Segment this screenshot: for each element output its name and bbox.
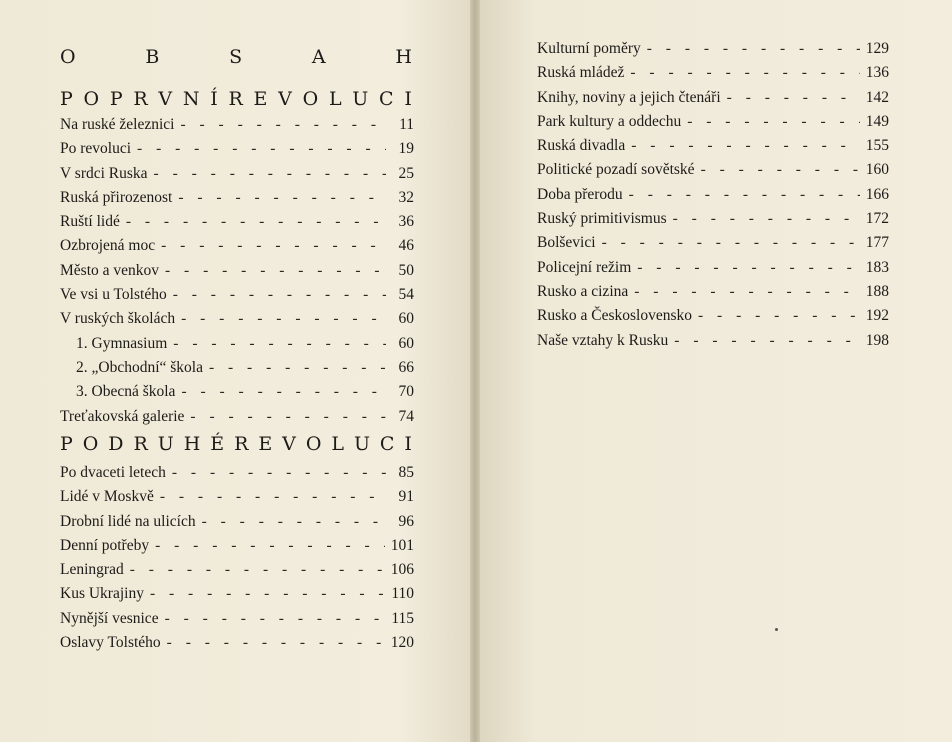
dot-leader [687,110,860,134]
toc-entry-page-number: 36 [398,213,414,231]
heading-letter: V [278,88,293,110]
toc-entry-title: Po dvaceti letech [60,464,166,481]
dot-leader [647,37,860,61]
toc-entry-title: Denní potřeby [60,536,150,554]
toc-entry[interactable] [537,37,889,61]
dot-leader [173,283,386,307]
toc-entry-title: Ozbrojená moc [60,237,156,255]
heading-letter: H [395,46,413,68]
dot-leader [155,534,385,558]
toc-entry[interactable] [60,307,414,331]
dot-leader [137,137,386,161]
toc-entry[interactable] [537,329,889,353]
toc-entry-page-number: 25 [398,164,414,182]
toc-entry-page-number: 155 [865,137,889,155]
toc-entry-title: Ruští lidé [60,213,120,231]
dot-leader [602,231,860,255]
toc-entry-page-number: 85 [398,464,414,481]
heading-letter: P [60,88,74,110]
left-page [0,0,470,742]
toc-entry-page-number: 183 [865,258,889,276]
toc-entry-page-number: 106 [390,561,414,579]
section-heading-second-revolution [60,433,413,455]
dot-leader [631,134,860,158]
toc-entry-title: Oslavy Tolstého [60,634,161,652]
toc-entry-title: Naše vztahy k Rusku [537,331,669,349]
toc-entry[interactable] [60,582,414,606]
section-second-revolution-list [60,461,414,655]
dot-leader [165,607,386,631]
section-first-revolution-list [60,113,414,429]
dot-leader [634,280,859,304]
toc-entry-title: Ruská přirozenost [60,188,173,206]
dot-leader [202,510,386,534]
heading-letter: É [210,433,226,455]
toc-entry[interactable] [60,113,414,137]
dot-leader [727,86,860,110]
toc-entry[interactable] [60,461,414,485]
section-heading-first-revolution [60,88,413,110]
toc-entry-title: Ruská divadla [537,137,626,155]
contents-heading [60,46,413,68]
toc-entry-page-number: 188 [865,282,889,300]
dot-leader [190,405,386,429]
dot-leader [637,256,859,280]
toc-entry-title: Drobní lidé na ulicích [60,512,196,530]
toc-entry-page-number: 192 [865,307,889,325]
toc-entry-page-number: 70 [398,383,414,401]
toc-entry-title: Nynější vesnice [60,609,159,627]
toc-entry-title: Rusko a cizina [537,282,629,300]
heading-letter: I [404,88,413,110]
toc-entry-page-number: 66 [398,358,414,376]
dot-leader [181,307,386,331]
toc-entry[interactable] [537,280,889,304]
toc-entry-page-number: 166 [865,185,889,203]
heading-letter: E [253,88,269,110]
toc-entry-page-number: 177 [865,234,889,252]
toc-entry[interactable] [60,485,414,509]
heading-letter: O [83,88,101,110]
toc-entry-title: 2. „Obchodní“ škola [76,358,203,376]
toc-entry-title: Ve vsi u Tolstého [60,286,167,304]
toc-entry[interactable] [60,607,414,631]
heading-letter: R [133,433,149,455]
paper-speck [775,628,778,631]
toc-entry-title: Knihy, noviny a jejich čtenáři [537,88,721,106]
toc-entry-title: Treťakovská galerie [60,407,185,425]
toc-entry[interactable] [60,380,414,404]
heading-letter: S [229,46,244,68]
toc-entry-page-number: 46 [398,237,414,255]
heading-letter: U [353,433,371,455]
heading-letter: L [331,433,345,455]
toc-entry-page-number: 19 [398,140,414,158]
toc-entry-title: 1. Gymnasium [76,334,168,352]
dot-leader [701,158,860,182]
heading-letter: E [258,433,274,455]
dot-leader [130,558,385,582]
toc-entry-title: Ruský primitivismus [537,210,667,228]
dot-leader [165,259,386,283]
toc-entry-page-number: 96 [398,512,414,530]
heading-letter: B [145,46,161,68]
dot-leader [674,329,859,353]
toc-entry[interactable] [537,158,889,182]
heading-letter: O [302,88,320,110]
toc-entry[interactable] [60,332,414,356]
heading-letter: R [228,88,244,110]
toc-entry-title: Lidé v Moskvě [60,488,154,506]
toc-entry[interactable] [537,110,889,134]
toc-entry[interactable] [60,356,414,380]
toc-entry-title: Ruská mládež [537,64,625,82]
heading-letter: R [234,433,250,455]
toc-entry-page-number: 74 [398,407,414,425]
toc-entry[interactable] [537,61,889,85]
toc-entry-page-number: 101 [390,536,414,554]
toc-entry[interactable] [60,510,414,534]
toc-entry-title: Kulturní poměry [537,40,641,57]
dot-leader [180,113,386,137]
toc-entry[interactable] [60,186,414,210]
toc-entry-page-number: 91 [398,488,414,506]
toc-entry-page-number: 11 [399,116,414,133]
toc-entry-title: Park kultury a oddechu [537,112,682,130]
right-page [480,0,952,742]
toc-entry[interactable] [537,256,889,280]
toc-entry-page-number: 32 [398,188,414,206]
toc-entry-page-number: 60 [398,334,414,352]
dot-leader [150,582,385,606]
heading-letter: V [158,88,174,110]
dot-leader [629,183,860,207]
book-gutter [470,0,480,742]
dot-leader [160,485,386,509]
toc-entry-page-number: 172 [865,210,889,228]
toc-entry[interactable] [537,207,889,231]
toc-entry[interactable] [60,234,414,258]
heading-letter: N [182,88,201,110]
toc-entry-title: Po revoluci [60,140,132,158]
dot-leader [161,234,386,258]
heading-letter: O [305,433,323,455]
toc-entry[interactable] [60,210,414,234]
toc-entry-page-number: 149 [865,112,889,130]
heading-letter: V [282,433,297,455]
toc-entry-title: V srdci Ruska [60,164,148,182]
dot-leader [673,207,860,231]
toc-entry-title: Město a venkov [60,261,160,279]
toc-entry-title: Kus Ukrajiny [60,585,144,603]
dot-leader [172,461,386,485]
toc-entry-page-number: 110 [391,585,414,603]
dot-leader [154,162,386,186]
right-contents-list [537,37,889,353]
toc-entry[interactable] [60,259,414,283]
toc-entry[interactable] [60,631,414,655]
toc-entry-page-number: 136 [865,64,889,82]
dot-leader [167,631,385,655]
toc-entry[interactable] [60,405,414,429]
dot-leader [209,356,386,380]
toc-entry-title: V ruských školách [60,310,176,328]
toc-entry-title: Policejní režim [537,258,632,276]
toc-entry-page-number: 129 [865,40,889,57]
heading-letter: P [60,433,74,455]
dot-leader [173,332,386,356]
heading-letter: C [379,88,395,110]
toc-entry-title: Doba přerodu [537,185,623,203]
toc-entry[interactable] [60,534,414,558]
toc-entry[interactable] [537,231,889,255]
dot-leader [178,186,386,210]
heading-letter: R [133,88,149,110]
dot-leader [630,61,859,85]
dot-leader [126,210,386,234]
toc-entry-title: Politické pozadí sovětské [537,161,695,179]
heading-letter: O [82,433,100,455]
heading-letter: H [183,433,202,455]
toc-entry-title: 3. Obecná škola [76,383,176,401]
toc-entry[interactable] [537,86,889,110]
heading-letter: P [109,88,124,110]
toc-entry[interactable] [60,558,414,582]
heading-letter: O [60,46,77,68]
toc-entry-title: Rusko a Československo [537,307,692,325]
dot-leader [181,380,386,404]
toc-entry-page-number: 115 [391,609,414,627]
toc-entry-page-number: 142 [865,88,889,106]
toc-entry-page-number: 60 [398,310,414,328]
toc-entry-page-number: 160 [865,161,889,179]
heading-letter: U [157,433,175,455]
toc-entry-title: Leningrad [60,561,124,579]
toc-entry[interactable] [60,137,414,161]
heading-letter: C [379,433,396,455]
toc-entry-page-number: 50 [398,261,414,279]
toc-entry-page-number: 54 [398,286,414,304]
toc-entry-page-number: 120 [390,634,414,652]
heading-letter: L [328,88,343,110]
toc-entry-page-number: 198 [865,331,889,349]
heading-letter: D [108,433,125,455]
toc-entry[interactable] [537,183,889,207]
toc-entry-title: Bolševici [537,234,596,252]
heading-letter: A [311,46,327,68]
toc-entry[interactable] [60,283,414,307]
toc-entry-title: Na ruské železnici [60,116,175,133]
toc-entry[interactable] [537,304,889,328]
dot-leader [698,304,860,328]
toc-entry[interactable] [537,134,889,158]
heading-letter: I [404,433,413,455]
toc-entry[interactable] [60,162,414,186]
heading-letter: U [352,88,370,110]
heading-letter: Í [210,88,219,110]
